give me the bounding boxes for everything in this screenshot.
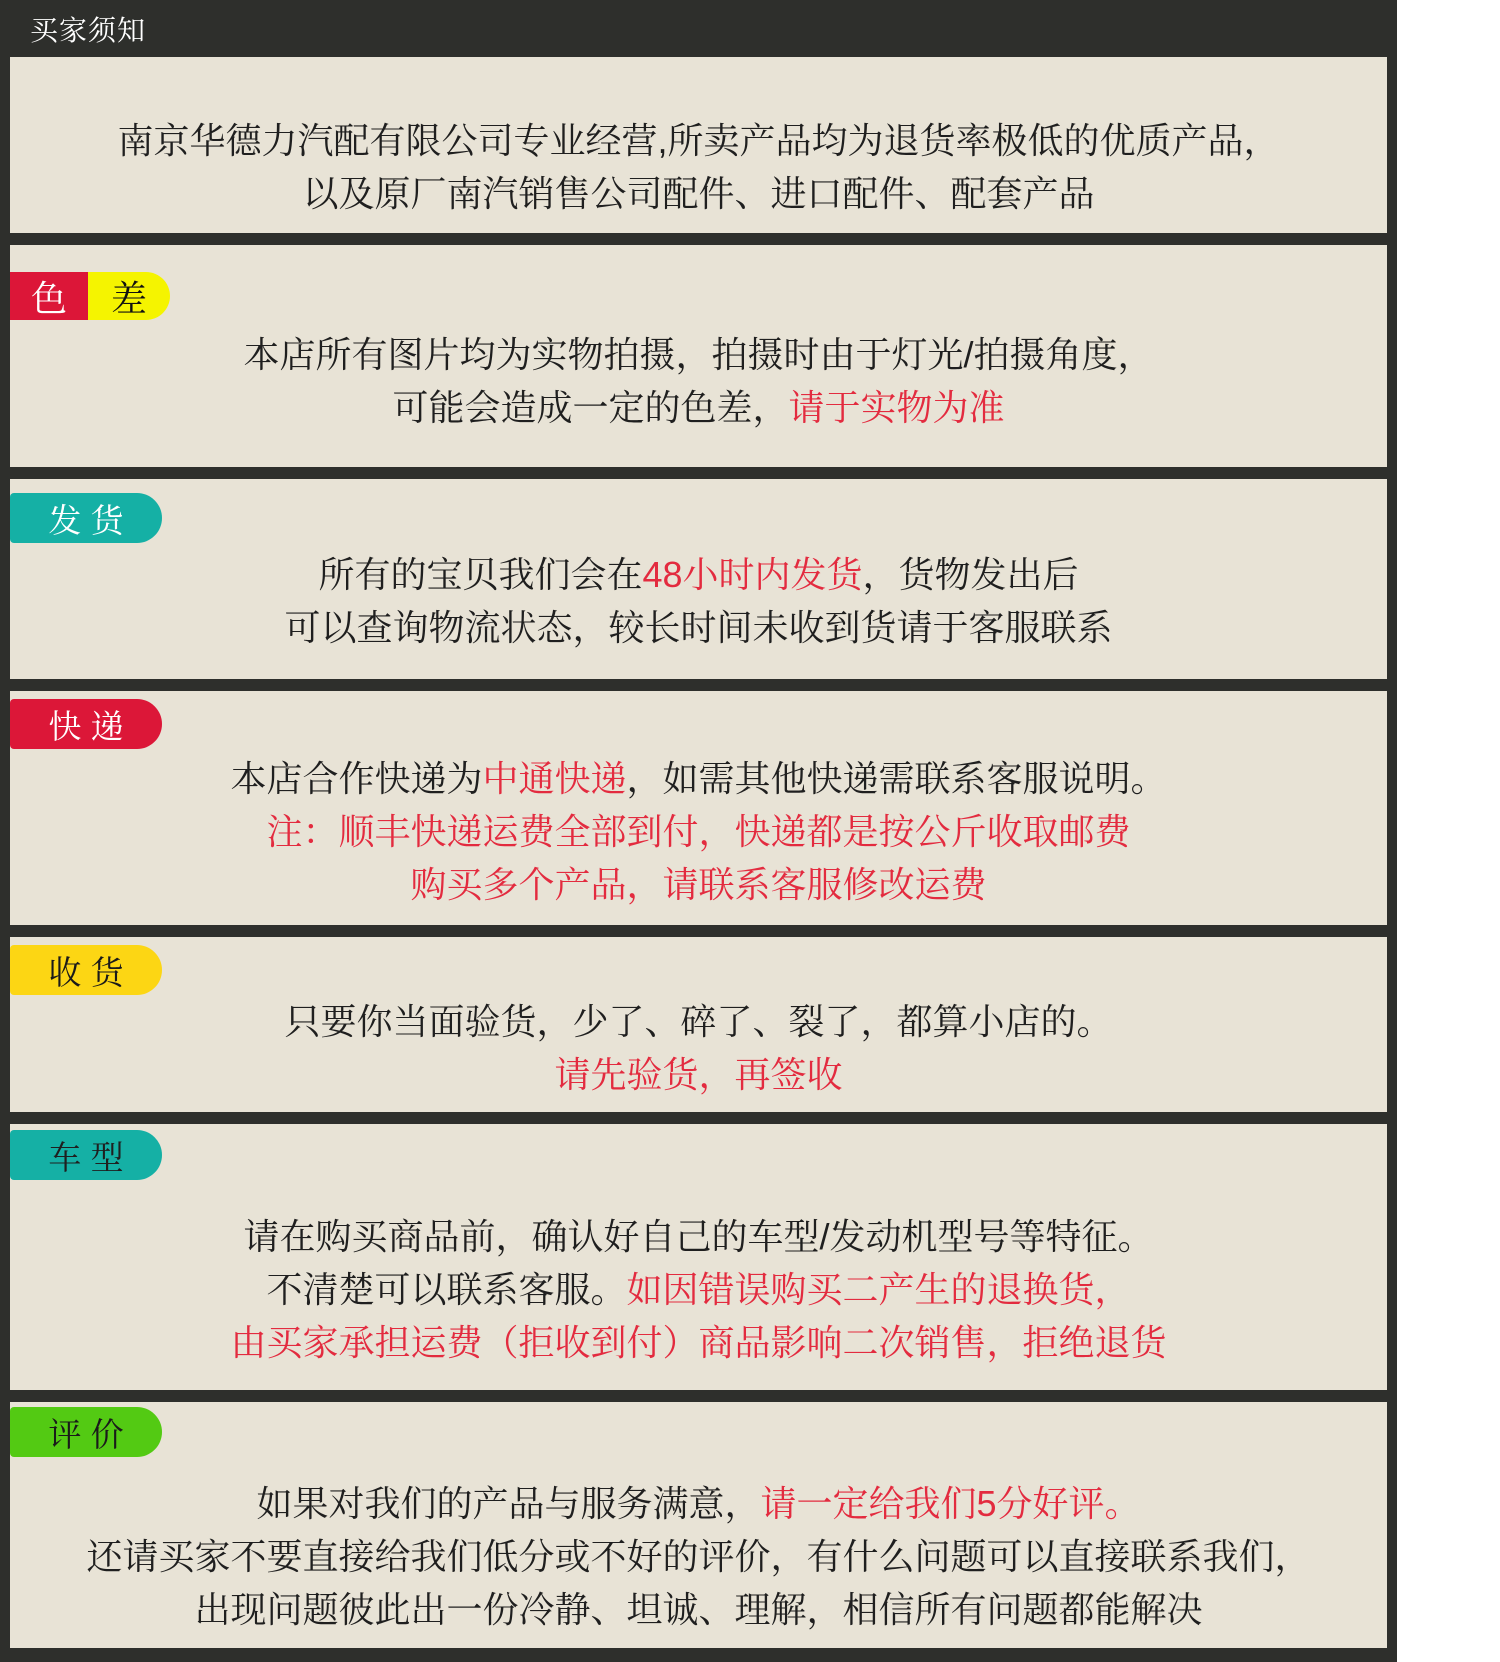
text-segment: 请在购买商品前，确认好自己的车型/发动机型号等特征。 [243,1216,1154,1257]
section-car-model [10,1124,1387,1390]
text-segment: ，货物发出后 [862,554,1079,595]
receiving-badge [10,945,162,995]
badge-label-yellow-part: 差 [88,272,170,320]
text-segment-red: 如因错误购买二产生的退换货， [626,1269,1131,1310]
text-segment-red: 48小时内发货 [642,554,863,595]
text-segment: 还请买家不要直接给我们低分或不好的评价，有什么问题可以直接联系我们， [86,1536,1311,1577]
color-difference-badge [10,272,170,320]
panel-header [0,0,1397,57]
section-express [10,691,1387,925]
text-segment: 本店所有图片均为实物拍摄，拍摄时由于灯光/拍摄角度， [243,334,1154,375]
text-line [10,858,1387,911]
text-segment-red: 请于实物为准 [788,387,1005,428]
text-line [10,1530,1387,1583]
text-line [10,1583,1387,1636]
text-segment-red: 请先验货，再签收 [554,1054,843,1095]
badge-label-red-part: 色 [10,272,88,320]
section-receiving [10,937,1387,1112]
text-line [10,114,1387,167]
car-model-text [10,1210,1387,1369]
text-line [10,1316,1387,1369]
review-text [10,1477,1387,1636]
text-segment: 出现问题彼此出一份冷静、坦诚、理解，相信所有问题都能解决 [194,1589,1203,1630]
text-segment: ，如需其他快递需联系客服说明。 [626,758,1167,799]
receiving-text [10,995,1387,1101]
text-line [10,1210,1387,1263]
text-segment: 南京华德力汽配有限公司专业经营,所卖产品均为退货率极低的优质产品， [117,120,1280,161]
text-segment-red: 中通快递 [482,758,627,799]
text-segment: 只要你当面验货，少了、碎了、裂了，都算小店的。 [284,1001,1113,1042]
text-line [10,995,1387,1048]
text-segment: 可以查询物流状态，较长时间未收到货请于客服联系 [284,607,1113,648]
text-segment: 如果对我们的产品与服务满意， [256,1483,761,1524]
section-shipping [10,479,1387,679]
section-intro [10,57,1387,233]
text-line [10,752,1387,805]
page-title: 买家须知 [30,14,147,46]
car-model-badge [10,1130,162,1180]
text-segment: 所有的宝贝我们会在 [318,554,643,595]
text-segment: 可能会造成一定的色差， [392,387,789,428]
text-segment: 不清楚可以联系客服。 [266,1269,627,1310]
shipping-badge [10,493,162,543]
sections-container [0,57,1397,1648]
review-badge [10,1407,162,1457]
text-segment: 本店合作快递为 [230,758,483,799]
text-line [10,548,1387,601]
badge-label: 快 递 [48,707,124,745]
text-segment-red: 由买家承担运费（拒收到付）商品影响二次销售，拒绝退货 [230,1322,1167,1363]
section-color-difference [10,245,1387,467]
badge-label: 评 价 [48,1415,124,1453]
text-line [10,328,1387,381]
text-line [10,1048,1387,1101]
shipping-text [10,548,1387,654]
text-line [10,601,1387,654]
badge-label: 发 货 [48,501,124,539]
text-line [10,805,1387,858]
text-line [10,167,1387,220]
text-line [10,1263,1387,1316]
text-segment-red: 请一定给我们5分好评。 [760,1483,1141,1524]
text-segment-red: 注：顺丰快递运费全部到付，快递都是按公斤收取邮费 [266,811,1131,852]
express-badge [10,699,162,749]
badge-label: 车 型 [48,1138,124,1176]
badge-label: 收 货 [48,953,124,991]
text-segment: 以及原厂南汽销售公司配件、进口配件、配套产品 [302,173,1095,214]
text-line [10,1477,1387,1530]
section-review [10,1402,1387,1648]
intro-text [10,114,1387,220]
text-segment-red: 购买多个产品，请联系客服修改运费 [410,864,987,905]
text-line [10,381,1387,434]
color-difference-text [10,328,1387,434]
express-text [10,752,1387,911]
